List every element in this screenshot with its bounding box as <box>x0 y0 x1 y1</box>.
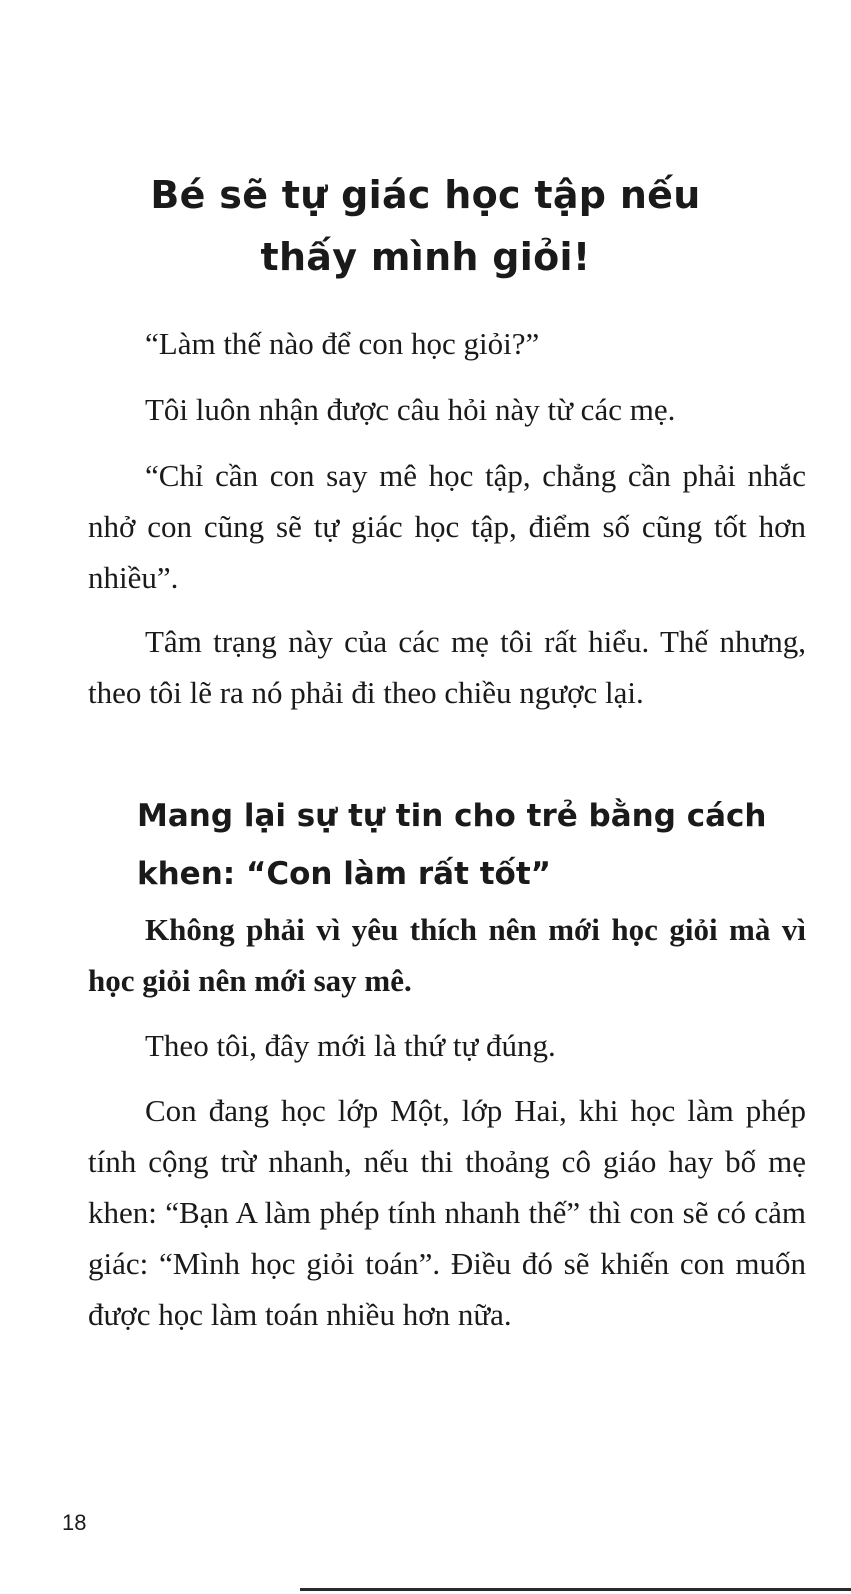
section-heading <box>137 787 817 903</box>
intro-paragraph-2: Tôi luôn nhận được câu hỏi này từ các mẹ. <box>145 392 676 427</box>
section-paragraph-1: Theo tôi, đây mới là thứ tự đúng. <box>145 1028 556 1063</box>
intro-paragraph-4: Tâm trạng này của các mẹ tôi rất hiểu. Thế nhưng, theo tôi lẽ ra nó phải đi theo chiều ngược lại. <box>88 624 806 710</box>
section-heading-line-2: khen: “Con làm rất tốt” <box>137 856 552 892</box>
section-heading-line-1: Mang lại sự tự tin cho trẻ bằng cách <box>137 798 767 834</box>
section-paragraph-2: Con đang học lớp Một, lớp Hai, khi học làm phép tính cộng trừ nhanh, nếu thi thoảng cô giáo hay bố mẹ khen: “Bạn A làm phép tính nhanh thế” thì con sẽ có cảm giác: “Mình học giỏi toán”. Điều đó sẽ khiến con muốn được học làm toán nhiều hơn nữa. <box>88 1093 806 1332</box>
page-number: 18 <box>62 1510 87 1535</box>
chapter-title-line-1: Bé sẽ tự giác học tập nếu <box>150 173 701 217</box>
chapter-title-line-2: thấy mình giỏi! <box>260 235 591 279</box>
intro-paragraph-3: “Chỉ cần con say mê học tập, chẳng cần phải nhắc nhở con cũng sẽ tự giác học tập, điểm số cũng tốt hơn nhiều”. <box>88 458 806 595</box>
bold-lead-paragraph: Không phải vì yêu thích nên mới học giỏi mà vì học giỏi nên mới say mê. <box>88 912 806 998</box>
chapter-title <box>0 164 851 288</box>
bottom-edge-line <box>300 1588 851 1591</box>
intro-paragraph-1: “Làm thế nào để con học giỏi?” <box>145 326 540 361</box>
